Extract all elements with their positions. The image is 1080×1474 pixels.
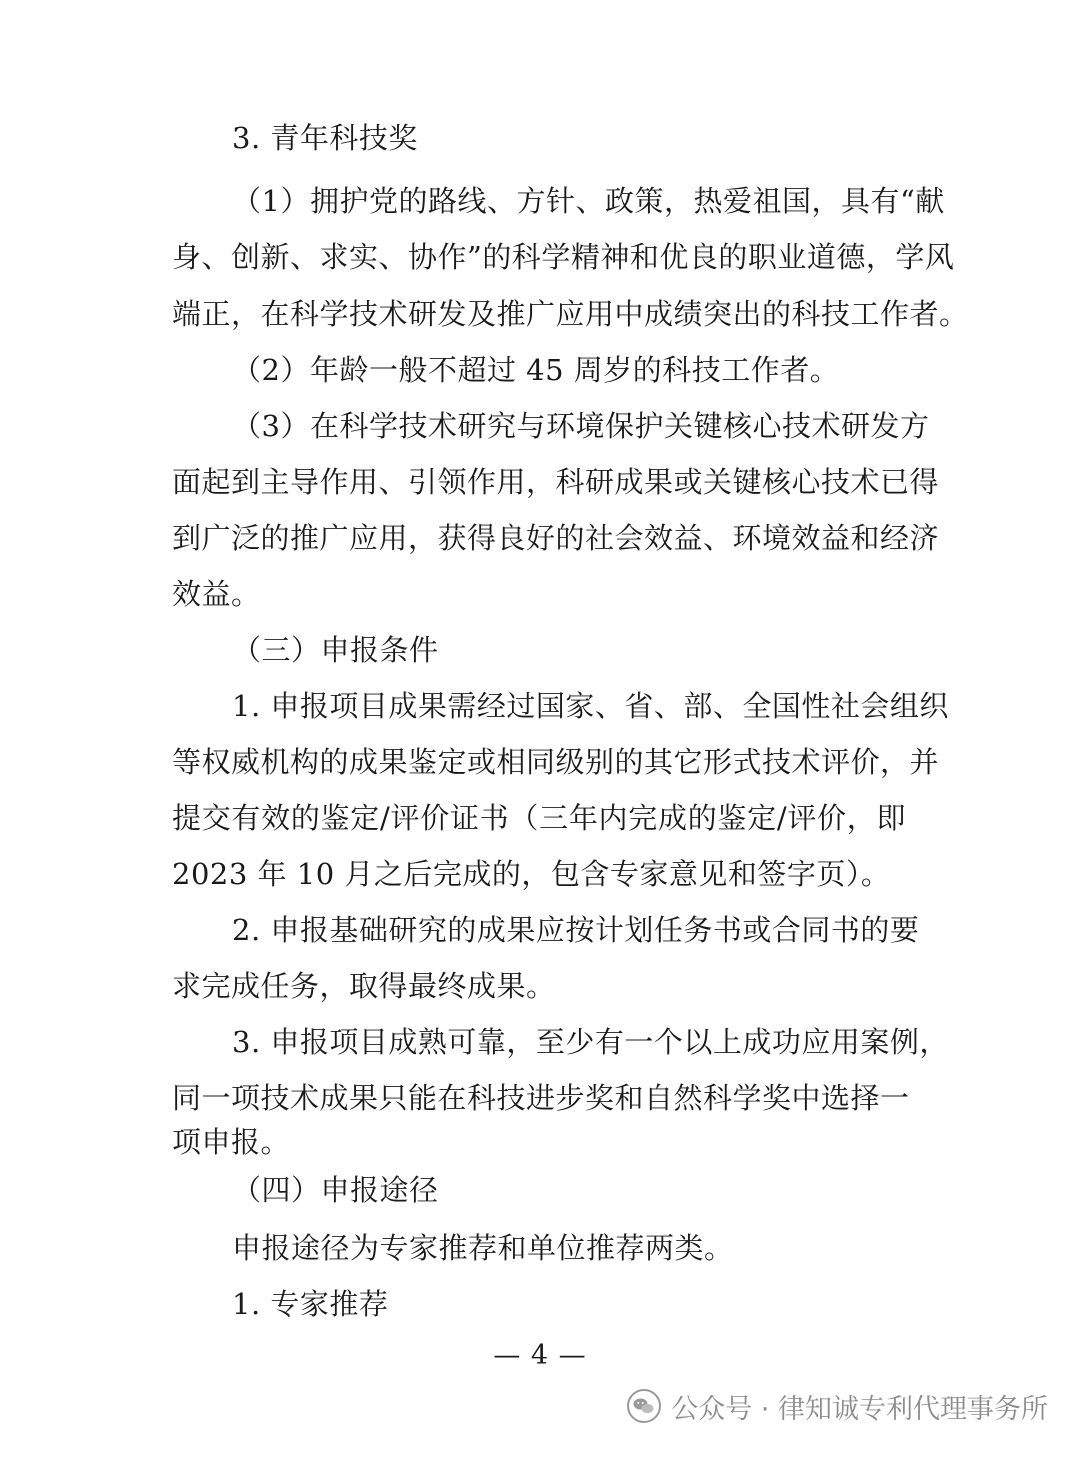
heading-youth-tech-award: 3. 青年科技奖 bbox=[232, 121, 418, 155]
paragraph-line: 2023 年 10 月之后完成的，包含专家意见和签字页）。 bbox=[172, 857, 891, 891]
paragraph-line: 求完成任务，取得最终成果。 bbox=[172, 969, 556, 1003]
paragraph-line: 申报途径为专家推荐和单位推荐两类。 bbox=[232, 1231, 734, 1265]
paragraph-line: 3. 申报项目成熟可靠，至少有一个以上成功应用案例， bbox=[232, 1025, 949, 1059]
paragraph-line: 端正，在科学技术研发及推广应用中成绩突出的科技工作者。 bbox=[172, 297, 969, 331]
paragraph-line: 身、创新、求实、协作”的科学精神和优良的职业道德，学风 bbox=[172, 240, 955, 274]
paragraph-line: 项申报。 bbox=[172, 1125, 291, 1159]
paragraph-line: 2. 申报基础研究的成果应按计划任务书或合同书的要 bbox=[232, 913, 920, 947]
wechat-icon bbox=[627, 1389, 661, 1423]
paragraph-line: 效益。 bbox=[172, 577, 261, 611]
paragraph-line: 1. 申报项目成果需经过国家、省、部、全国性社会组织 bbox=[232, 689, 949, 723]
paragraph-line: 提交有效的鉴定/评价证书（三年内完成的鉴定/评价，即 bbox=[172, 801, 906, 835]
paragraph-line: 面起到主导作用、引领作用，科研成果或关键核心技术已得 bbox=[172, 465, 940, 499]
paragraph-line: （1）拥护党的路线、方针、政策，热爱祖国，具有“献 bbox=[232, 184, 945, 218]
paragraph-line: （2）年龄一般不超过 45 周岁的科技工作者。 bbox=[232, 353, 840, 387]
subheading-expert-recommendation: 1. 专家推荐 bbox=[232, 1287, 389, 1321]
page-number: — 4 — bbox=[493, 1340, 587, 1371]
paragraph-line: 等权威机构的成果鉴定或相同级别的其它形式技术评价，并 bbox=[172, 745, 940, 779]
watermark-text: 公众号 · 律知诚专利代理事务所 bbox=[671, 1393, 1048, 1425]
wechat-watermark bbox=[627, 1386, 1048, 1426]
paragraph-line: 到广泛的推广应用，获得良好的社会效益、环境效益和经济 bbox=[172, 521, 940, 555]
section-heading-channels: （四）申报途径 bbox=[232, 1173, 439, 1207]
paragraph-line: 同一项技术成果只能在科技进步奖和自然科学奖中选择一 bbox=[172, 1081, 910, 1115]
section-heading-conditions: （三）申报条件 bbox=[232, 633, 439, 667]
paragraph-line: （3）在科学技术研究与环境保护关键核心技术研发方 bbox=[232, 409, 930, 443]
